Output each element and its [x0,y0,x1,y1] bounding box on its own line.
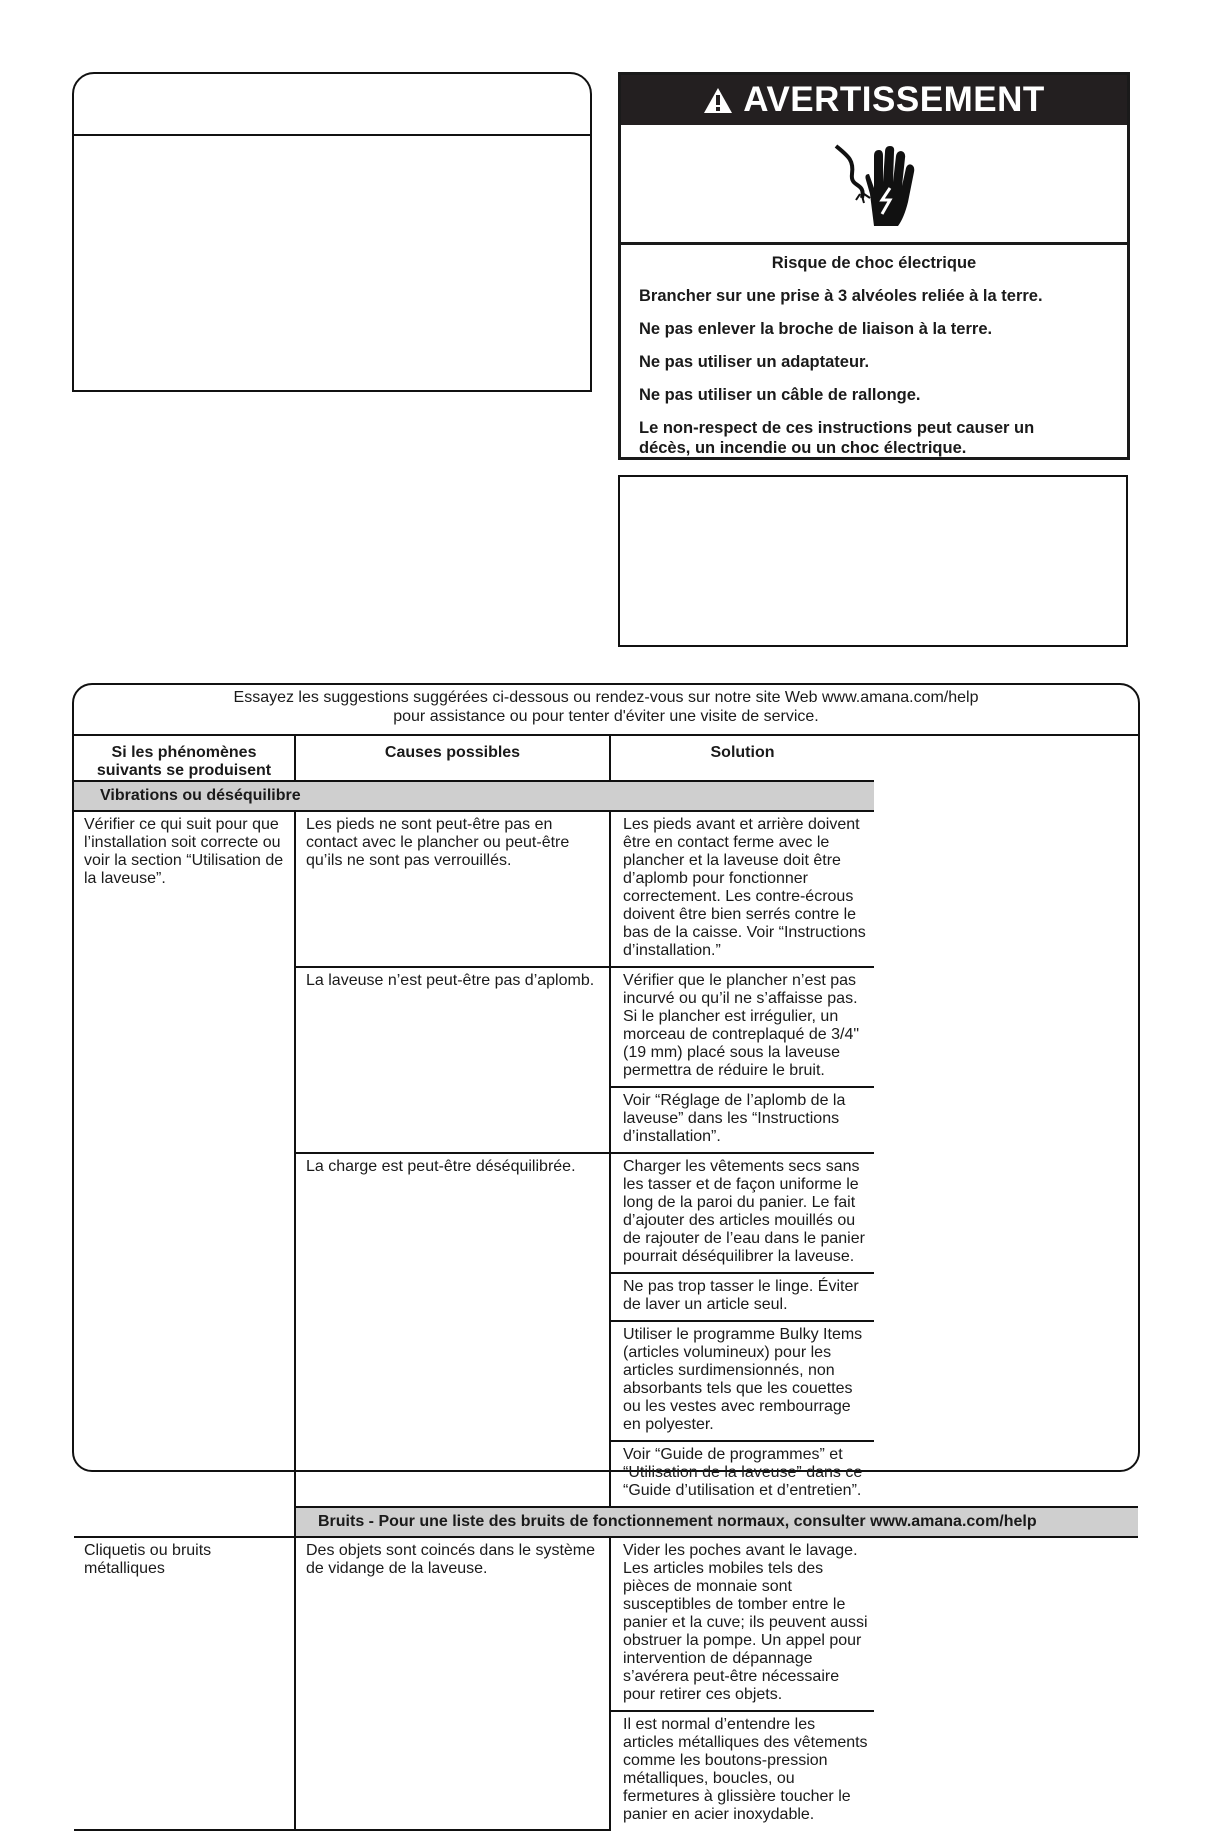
symptom-cell: Vérifier ce qui suit pour que l’installation soit correcte ou voir la section “Utilisation de la laveuse”. [74,811,295,1537]
electric-shock-hand-icon [824,134,924,234]
warning-heading: Risque de choc électrique [771,254,977,272]
solution-cell: Il est normal d’entendre les articles métalliques des vêtements comme les boutons-pression métalliques, boucles, ou fermetures à glissière toucher le panier en acier inoxydable. [610,1711,874,1830]
warning-title: AVERTISSEMENT [743,80,1045,119]
solution-cell: Vérifier que le plancher n’est pas incurvé ou qu’il ne s’affaisse pas. Si le plancher est irrégulier, un morceau de contreplaqué de 3/4" (19 mm) placé sous la laveuse permettra de réduire le bruit. [610,967,874,1087]
table-intro [74,685,1138,736]
symptom-cell: Cliquetis ou bruits métalliques [74,1537,295,1830]
solution-cell: Ne pas trop tasser le linge. Éviter de laver un article seul. [610,1273,874,1321]
cause-cell: La laveuse n’est peut-être pas d’aplomb. [295,967,610,1153]
troubleshooting-grid [74,736,1138,1831]
intro-line: pour assistance ou pour tenter d'éviter une visite de service. [393,708,819,725]
warning-line: Ne pas utiliser un câble de rallonge. [639,386,921,404]
solution-cell: Charger les vêtements secs sans les tasser et de façon uniforme le long de la paroi du panier. Le fait d’ajouter des articles mouillés ou de rajouter de l’eau dans le panier pourrait déséquilibrer la laveuse. [610,1153,874,1273]
section-row [74,781,1138,811]
solution-cell: Vider les poches avant le lavage. Les articles mobiles tels des pièces de monnaie sont susceptibles de tomber entre le panier et la cuve; ils peuvent aussi obstruer la pompe. Un appel pour intervention de dépannage s’avérera peut-être nécessaire pour retirer ces objets. [610,1537,874,1711]
intro-line: Essayez les suggestions suggérées ci-dessous ou rendez-vous sur notre site Web www.amana.com/help [233,689,979,706]
electric-shock-warning [618,72,1130,460]
panel-divider [74,134,590,136]
warning-line: Ne pas enlever la broche de liaison à la terre. [639,320,993,338]
warning-line: Brancher sur une prise à 3 alvéoles reliée à la terre. [639,287,1043,305]
solution-cell: Voir “Guide de programmes” et “Utilisation de la laveuse” dans ce “Guide d’utilisation et d’entretien”. [610,1441,874,1507]
solution-cell: Utiliser le programme Bulky Items (articles volumineux) pour les articles surdimensionnés, non absorbants tels que les couettes ou les vestes avec rembourrage en polyester. [610,1321,874,1441]
column-header: Si les phénomènes suivants se produisent [74,736,295,781]
warning-pictogram [621,125,1127,245]
solution-cell: Les pieds avant et arrière doivent être en contact ferme avec le plancher et la laveuse doit être d’aplomb pour fonctionner correctement. Les contre-écrous doivent être bien serrés contre le bas de la caisse. Voir “Instructions d’installation.” [610,811,874,967]
column-header: Solution [610,736,874,781]
blank-panel-middle [618,475,1128,647]
table-row [74,811,1138,967]
warning-header [621,75,1127,125]
cause-cell: La charge est peut-être déséquilibrée. [295,1153,610,1507]
header-row [74,736,1138,781]
table-row [74,1537,1138,1711]
cause-cell: Les pieds ne sont peut-être pas en contact avec le plancher ou peut-être qu’ils ne sont pas verrouillés. [295,811,610,967]
blank-panel-top [72,72,592,392]
warning-triangle-icon [703,87,733,114]
section-title: Bruits - Pour une liste des bruits de fonctionnement normaux, consulter www.amana.com/help [295,1507,1138,1537]
cause-cell: Des objets sont coincés dans le système de vidange de la laveuse. [295,1537,610,1830]
solution-cell: Voir “Réglage de l’aplomb de la laveuse” dans les “Instructions d’installation”. [610,1087,874,1153]
warning-line: Le non-respect de ces instructions peut causer un décès, un incendie ou un choc électrique. [639,419,1035,457]
troubleshooting-table [72,683,1140,1823]
section-title: Vibrations ou déséquilibre [74,781,874,811]
column-header: Causes possibles [295,736,610,781]
warning-line: Ne pas utiliser un adaptateur. [639,353,870,371]
